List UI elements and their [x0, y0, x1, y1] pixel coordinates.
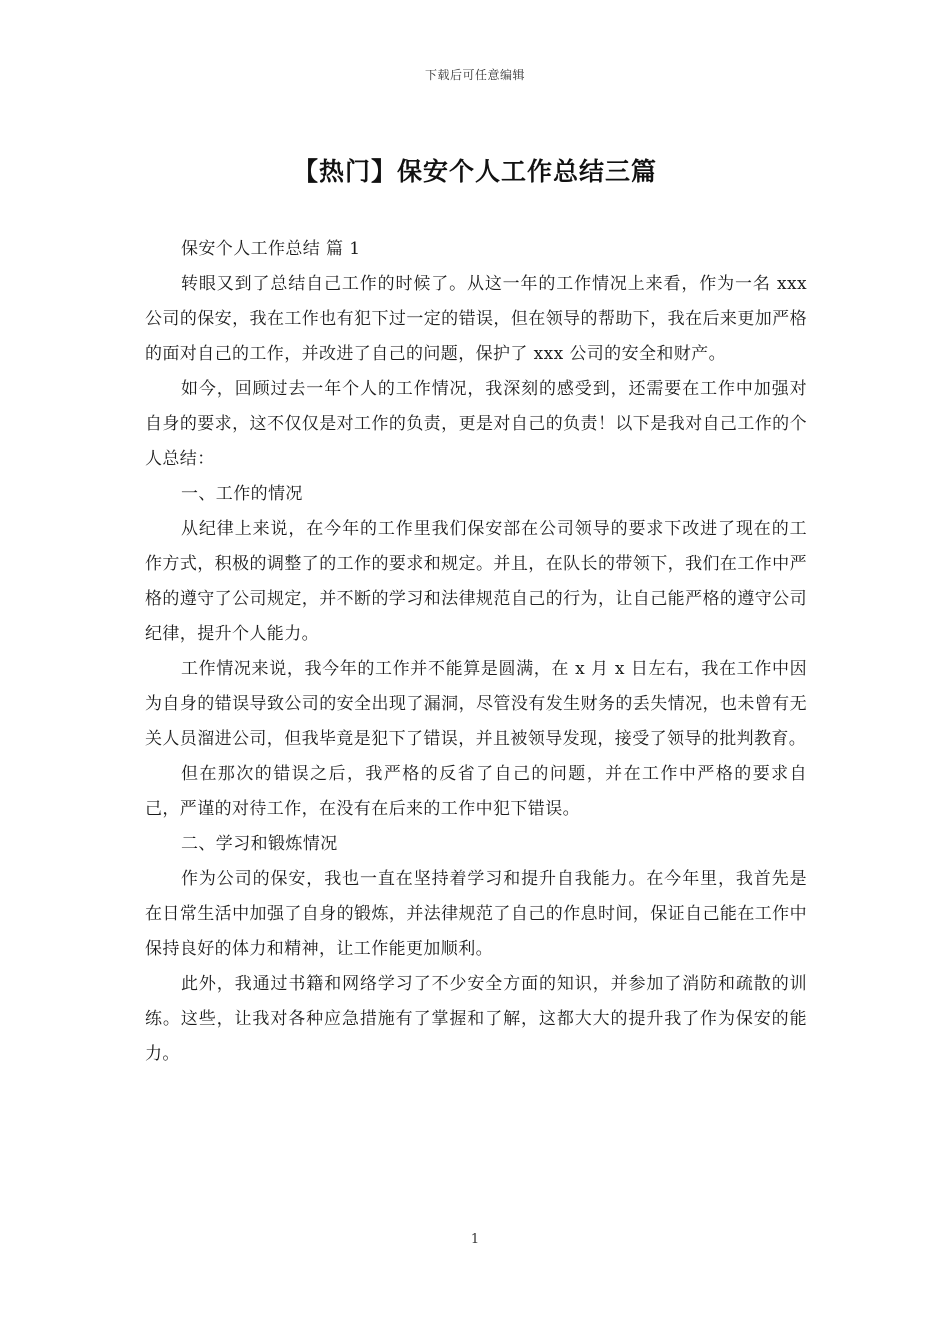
section-heading: 保安个人工作总结 篇 1: [181, 239, 361, 259]
paragraph: 从纪律上来说，在今年的工作里我们保安部在公司领导的要求下改进了现在的工作方式，积极的调整了的工作的要求和规定。并且，在队长的带领下，我们在工作中严格的遵守了公司规定，并不断的学习和法律规范自己的行为，让自己能严格的遵守公司纪律，提升个人能力。: [145, 519, 807, 644]
paragraph: 转眼又到了总结自己工作的时候了。从这一年的工作情况上来看，作为一名 xxx 公司的保安，我在工作也有犯下过一定的错误，但在领导的帮助下，我在后来更加严格的面对自己的工作，并改进了自己的问题，保护了 xxx 公司的安全和财产。: [145, 274, 807, 364]
document-body: [145, 232, 807, 1072]
part2-heading: 二、学习和锻炼情况: [181, 834, 338, 854]
page-number: 1: [470, 1232, 480, 1247]
paragraph: 作为公司的保安，我也一直在坚持着学习和提升自我能力。在今年里，我首先是在日常生活中加强了自身的锻炼，并法律规范了自己的作息时间，保证自己能在工作中保持良好的体力和精神，让工作能更加顺利。: [145, 869, 807, 959]
header-note: 下载后可任意编辑: [424, 68, 525, 82]
paragraph: 工作情况来说，我今年的工作并不能算是圆满，在 x 月 x 日左右，我在工作中因为自身的错误导致公司的安全出现了漏洞，尽管没有发生财务的丢失情况，也未曾有无关人员溜进公司，但我毕竟是犯下了错误，并且被领导发现，接受了领导的批判教育。: [145, 659, 807, 749]
document-title: 【热门】保安个人工作总结三篇: [292, 157, 657, 186]
paragraph: 但在那次的错误之后，我严格的反省了自己的问题，并在工作中严格的要求自己，严谨的对待工作，在没有在后来的工作中犯下错误。: [145, 764, 807, 819]
part1-heading: 一、工作的情况: [181, 484, 303, 504]
paragraph: 如今，回顾过去一年个人的工作情况，我深刻的感受到，还需要在工作中加强对自身的要求，这不仅仅是对工作的负责，更是对自己的负责！以下是我对自己工作的个人总结：: [145, 379, 807, 469]
paragraph: 此外，我通过书籍和网络学习了不少安全方面的知识，并参加了消防和疏散的训练。这些，让我对各种应急措施有了掌握和了解，这都大大的提升我了作为保安的能力。: [145, 974, 807, 1064]
